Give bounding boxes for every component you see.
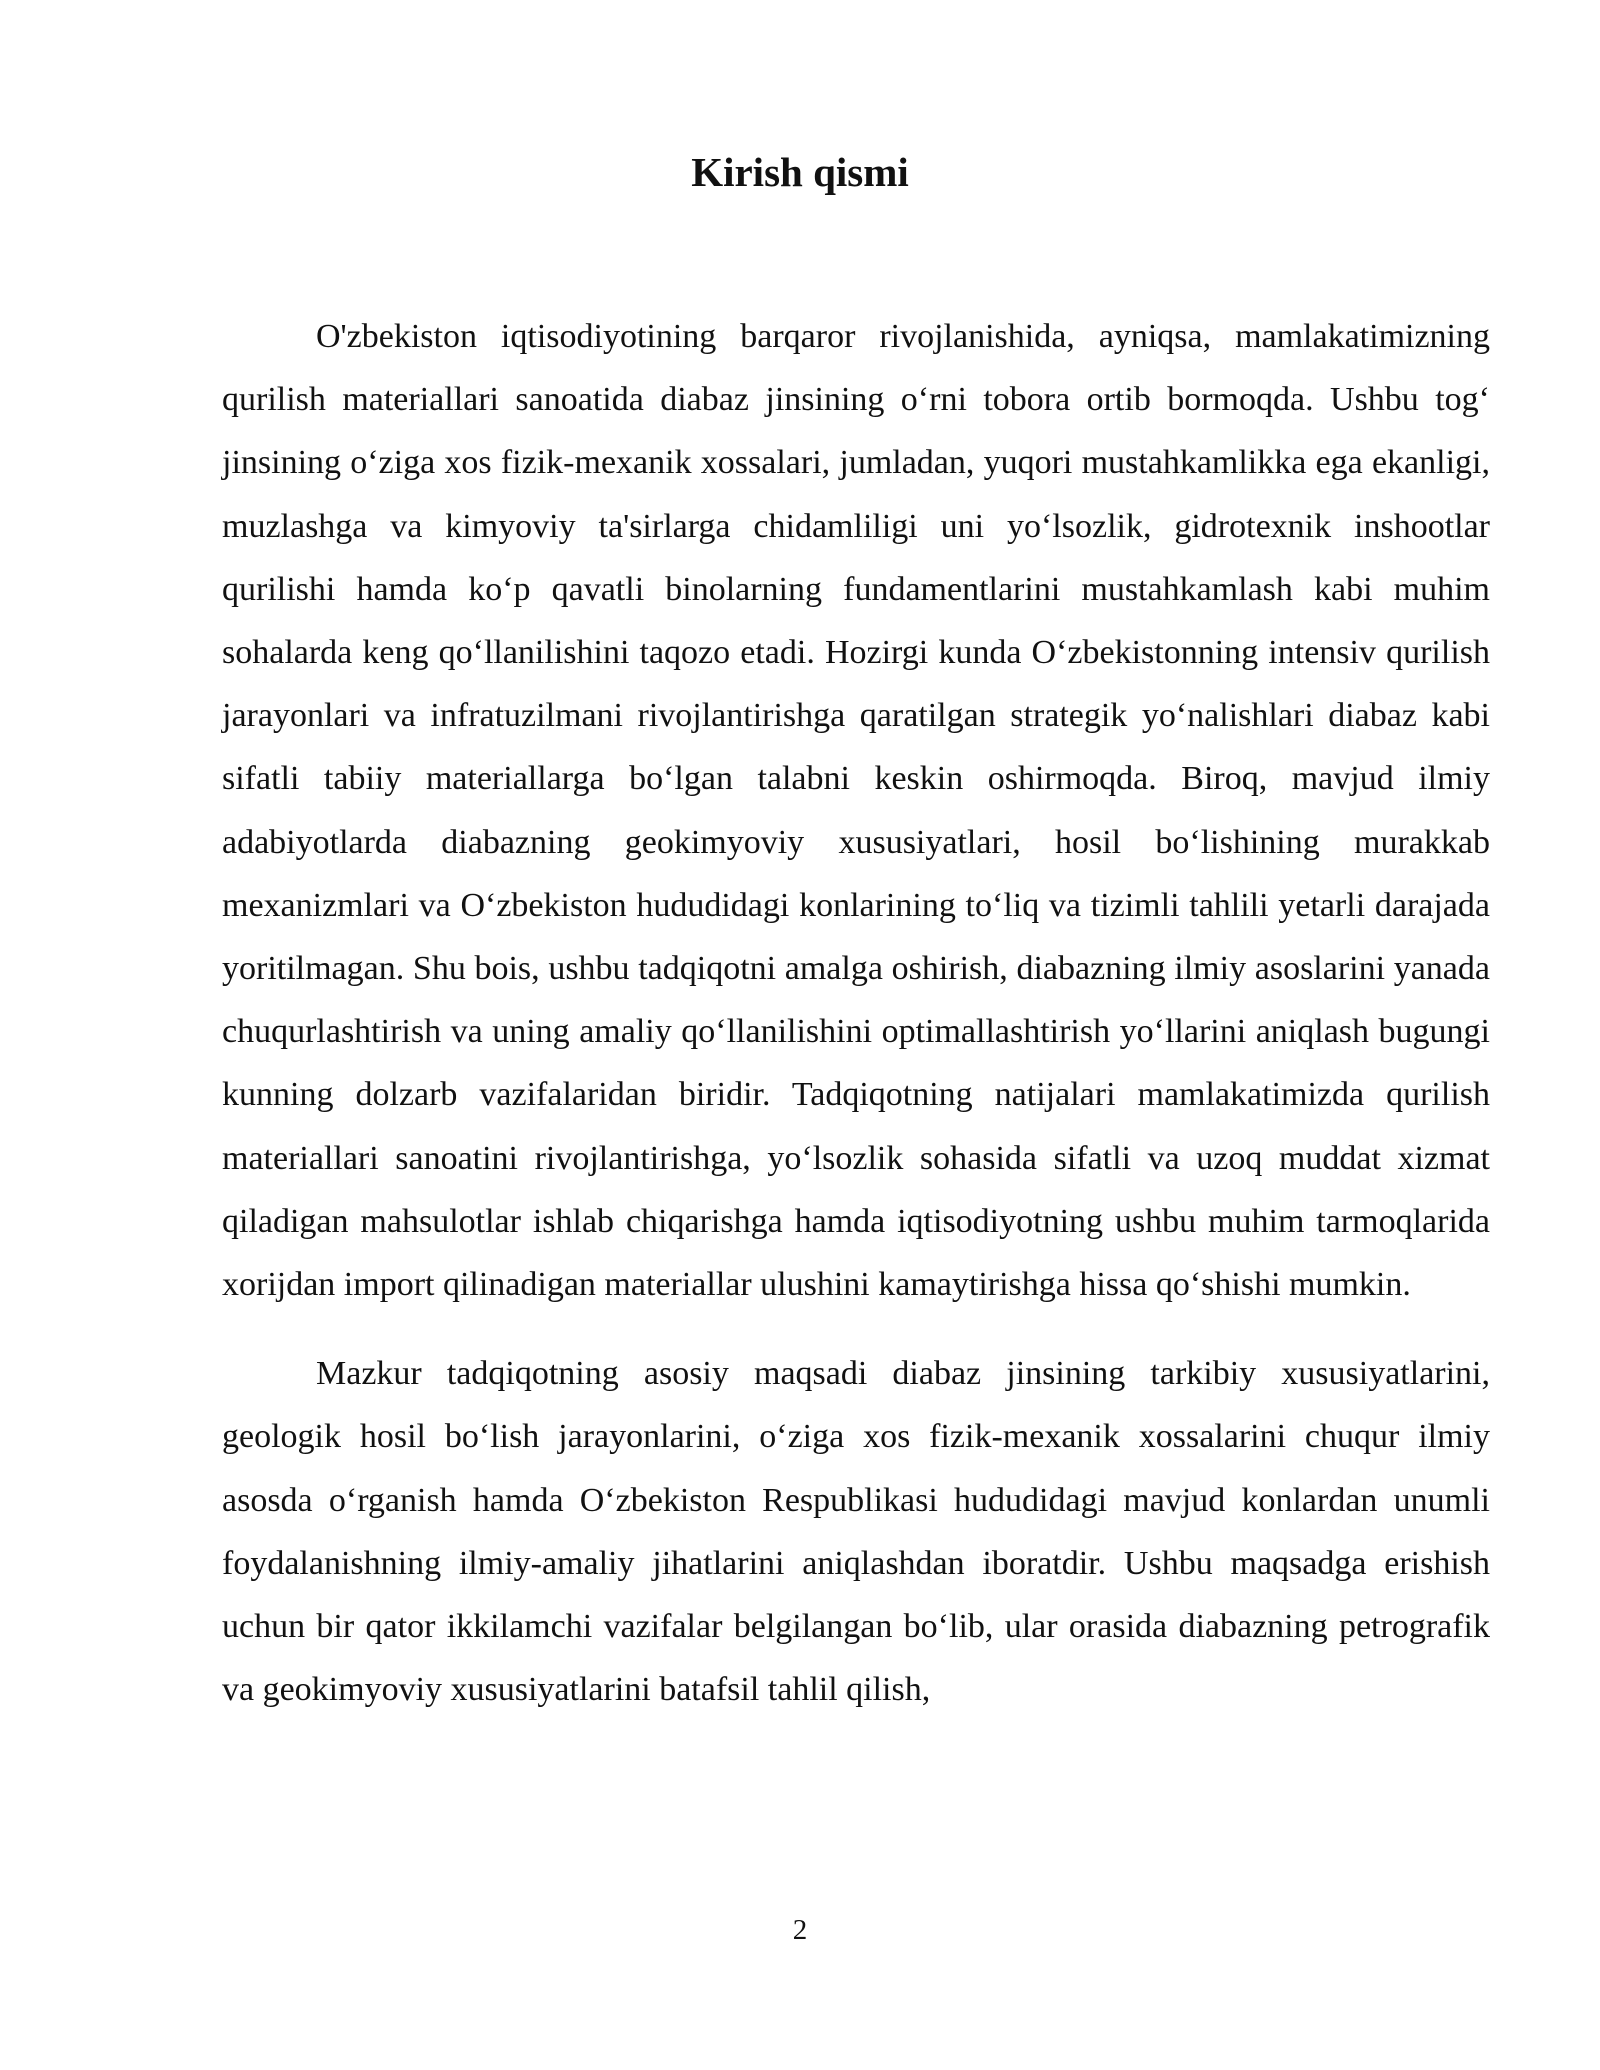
document-body <box>222 305 1490 1721</box>
paragraph-intro: O'zbekiston iqtisodiyotining barqaror rivojlanishida, ayniqsa, mamlakatimizning qurilish materiallari sanoatida diabaz jinsining o‘rni tobora ortib bormoqda. Ushbu tog‘ jinsining o‘ziga xos fizik-mexanik xossalari, jumladan, yuqori mustahkamlikka ega ekanligi, muzlashga va kimyoviy ta'sirlarga chidamliligi uni yo‘lsozlik, gidrotexnik inshootlar qurilishi hamda ko‘p qavatli binolarning fundamentlarini mustahkamlash kabi muhim sohalarda keng qo‘llanilishini taqozo etadi. Hozirgi kunda O‘zbekistonning intensiv qurilish jarayonlari va infratuzilmani rivojlantirishga qaratilgan strategik yo‘nalishlari diabaz kabi sifatli tabiiy materiallarga bo‘lgan talabni keskin oshirmoqda. Biroq, mavjud ilmiy adabiyotlarda diabazning geokimyoviy xususiyatlari, hosil bo‘lishining murakkab mexanizmlari va O‘zbekiston hududidagi konlarining to‘liq va tizimli tahlili yetarli darajada yoritilmagan. Shu bois, ushbu tadqiqotni amalga oshirish, diabazning ilmiy asoslarini yanada chuqurlashtirish va uning amaliy qo‘llanilishini optimallashtirish yo‘llarini aniqlash bugungi kunning dolzarb vazifalaridan biridir. Tadqiqotning natijalari mamlakatimizda qurilish materiallari sanoatini rivojlantirishga, yo‘lsozlik sohasida sifatli va uzoq muddat xizmat qiladigan mahsulotlar ishlab chiqarishga hamda iqtisodiyotning ushbu muhim tarmoqlarida xorijdan import qilinadigan materiallar ulushini kamaytirishga hissa qo‘shishi mumkin. <box>222 318 1490 1304</box>
page-number: 2 <box>792 1914 808 1946</box>
paragraph-aim: Mazkur tadqiqotning asosiy maqsadi diabaz jinsining tarkibiy xususiyatlarini, geologik hosil bo‘lish jarayonlarini, o‘ziga xos fizik-mexanik xossalarini chuqur ilmiy asosda o‘rganish hamda O‘zbekiston Respublikasi hududidagi mavjud konlardan unumli foydalanishning ilmiy-amaliy jihatlarini aniqlashdan iboratdir. Ushbu maqsadga erishish uchun bir qator ikkilamchi vazifalar belgilangan bo‘lib, ular orasida diabazning petrografik va geokimyoviy xususiyatlarini batafsil tahlil qilish, <box>222 1355 1490 1709</box>
page-title: Kirish qismi <box>691 149 909 195</box>
